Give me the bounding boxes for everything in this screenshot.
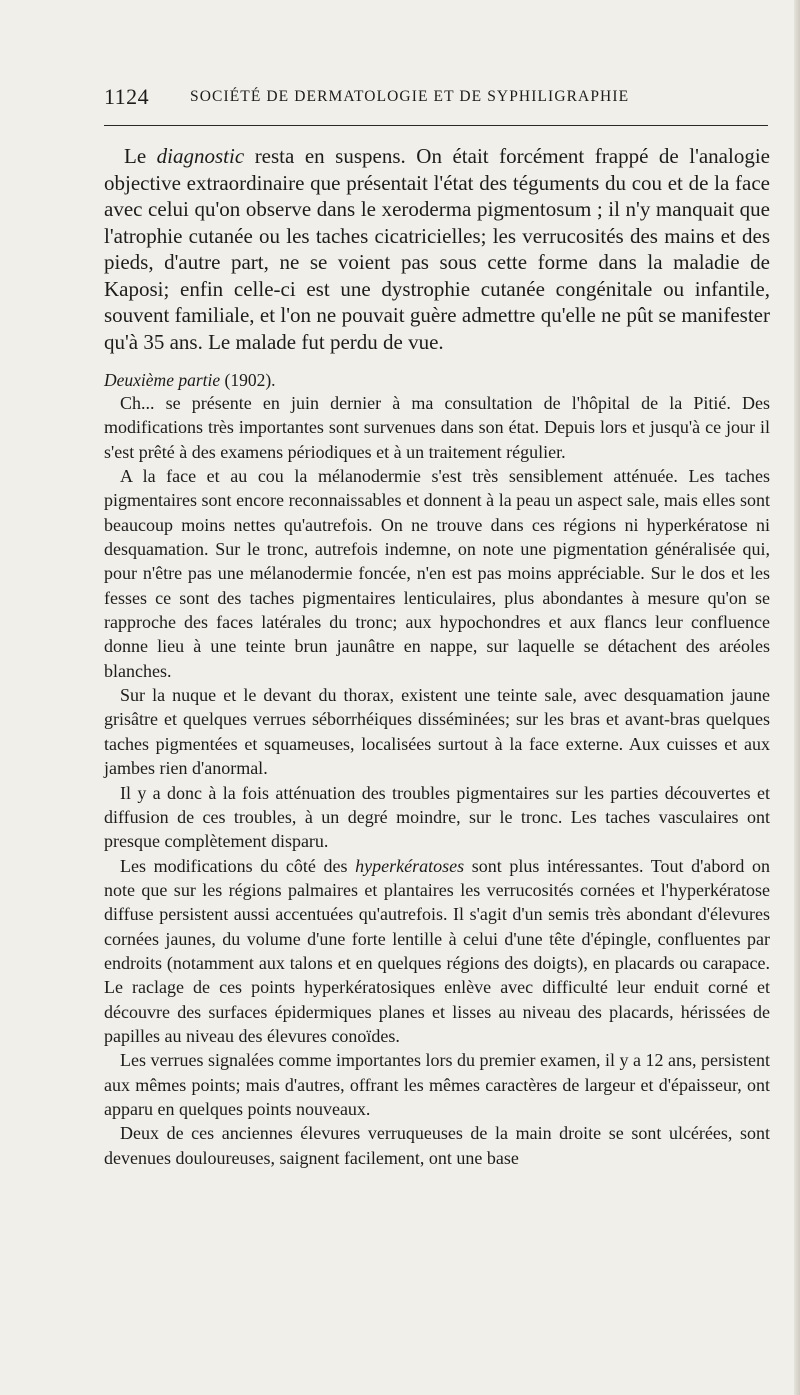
intro-italic: diagnostic xyxy=(156,144,245,168)
intro-before: Le xyxy=(124,144,157,168)
running-header xyxy=(104,84,774,114)
paragraph: Les verrues signalées comme importantes lors du premier examen, il y a 12 ans, persistent aux mêmes points; mais d'autres, offrant les mêmes caractères de largeur et d'épaisseur, ont apparu en quelques points nouveaux. xyxy=(104,1050,770,1119)
hyper-before: Les modifications du côté des xyxy=(120,855,356,876)
section-title-year: (1902). xyxy=(220,370,276,390)
body-text xyxy=(104,143,770,1170)
paragraph: Sur la nuque et le devant du thorax, existent une teinte sale, avec desquamation jaune grisâtre et quelques verrues séborrhéiques disséminées; sur les bras et avant-bras quelques taches pigmentées et squameuses, localisées surtout à la face externe. Aux cuisses et aux jambes rien d'anormal. xyxy=(104,685,770,779)
header-rule xyxy=(104,125,768,126)
hyperkeratoses-paragraph xyxy=(104,854,770,1049)
intro-text xyxy=(104,143,770,355)
small-text xyxy=(104,391,770,1170)
page-edge xyxy=(794,0,800,1395)
paragraph: Ch... se présente en juin dernier à ma consultation de l'hôpital de la Pitié. Des modifications très importantes sont survenues dans son état. Depuis lors et jusqu'à ce jour il s'est prêté à des examens périodiques et à un traitement régulier. xyxy=(104,393,770,462)
running-title: SOCIÉTÉ DE DERMATOLOGIE ET DE SYPHILIGRAPHIE xyxy=(190,88,630,105)
section-title-italic: Deuxième partie xyxy=(104,370,221,390)
hyper-after: sont plus intéressantes. Tout d'abord on note que sur les régions palmaires et plantaires les verrucosités cornées et l'hyperkératose diffuse persistent aussi accentuées qu'autrefois. Il s'agit d'un semis très abondant d'élevures cornées jaunes, du volume d'une forte lentille à celui d'une tête d'épingle, confluentes par endroits (notamment aux talons et en quelques régions des doigts), en placards ou carapace. Le raclage de ces points hyperkératosiques enlève avec difficulté leur enduit corné et découvre des surfaces épidermiques planes et lisses au niveau des placards, hérissées de papilles au niveau des élevures conoïdes. xyxy=(104,855,770,1046)
section-heading xyxy=(104,369,770,391)
intro-after: resta en suspens. On était forcément frappé de l'analogie objective extraordinaire que présentait l'état des téguments du cou et de la face avec celui qu'on observe dans le xeroderma pigmentosum ; il n'y manquait que l'atrophie cutanée ou les taches cicatricielles; les verrucosités des mains et des pieds, d'autre part, ne se voient pas sous cette forme dans la maladie de Kaposi; enfin celle-ci est une dystrophie cutanée congénitale ou infantile, souvent familiale, et l'on ne pouvait guère admettre qu'elle ne pût se manifester qu'à 35 ans. Le malade fut perdu de vue. xyxy=(104,144,770,354)
page-number: 1124 xyxy=(104,84,150,109)
paragraph: Deux de ces anciennes élevures verruqueuses de la main droite se sont ulcérées, sont devenues douloureuses, saignent facilement, ont une base xyxy=(104,1123,770,1168)
intro-paragraph xyxy=(104,143,770,355)
hyper-italic: hyperkératoses xyxy=(355,855,465,876)
paragraph: A la face et au cou la mélanodermie s'est très sensiblement atténuée. Les taches pigmentaires sont encore reconnaissables et donnent à la peau un aspect sale, mais elles sont beaucoup moins nettes qu'autrefois. On ne trouve dans ces régions ni hyperkératose ni desquamation. Sur le tronc, autrefois indemne, on note une pigmentation généralisée qui, pour n'être pas une mélanodermie foncée, n'en est pas moins appréciable. Sur le dos et les fesses ce sont des taches pigmentaires lenticulaires, plus abondantes à mesure qu'on se rapproche des faces latérales du tronc; aux hypochondres et aux flancs leur confluence donne lieu à une teinte brun jaunâtre en nappe, sur laquelle se détachent des aréoles blanches. xyxy=(104,466,770,681)
paragraph: Il y a donc à la fois atténuation des troubles pigmentaires sur les parties découvertes et diffusion de ces troubles, à un degré moindre, sur le tronc. Les taches vasculaires ont presque complètement disparu. xyxy=(104,782,770,852)
